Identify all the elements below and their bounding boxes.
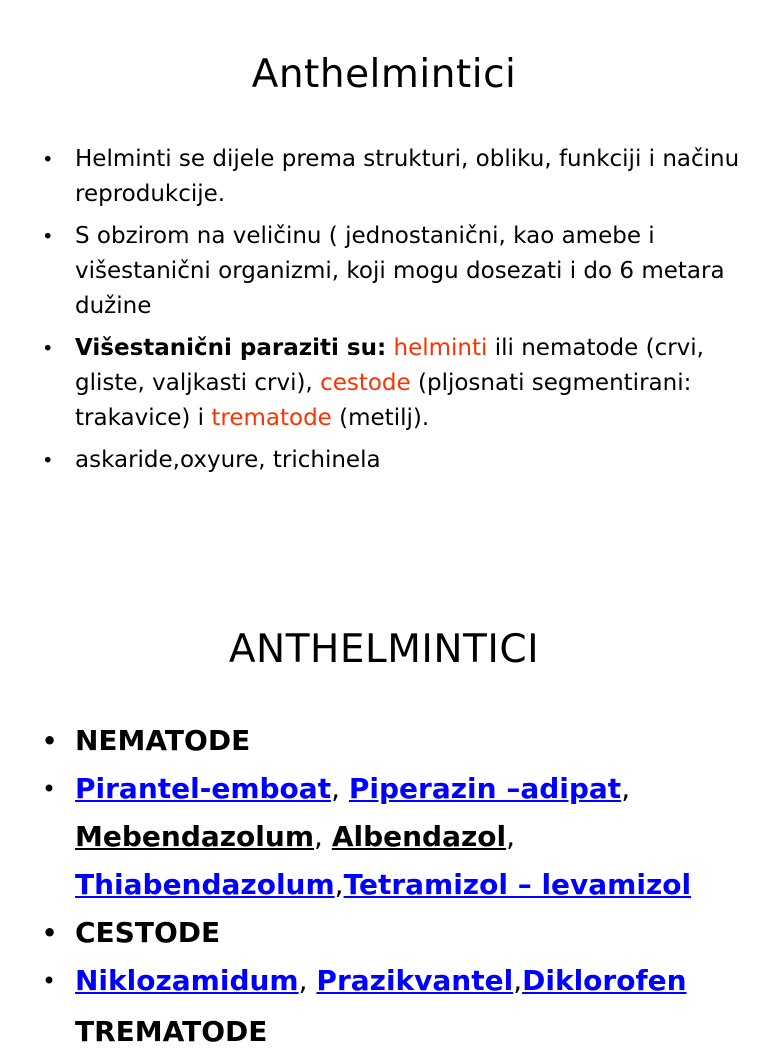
bullet-text: (pljosnati segmentirani: trakavice) i [75,370,692,431]
bullet-dot-icon: • [42,148,54,171]
heading-text: NEMATODE [75,724,251,757]
slide2-title: ANTHELMINTICI [228,627,540,672]
link-tetramizol-levamizol[interactable]: Tetramizol – levamizol [343,868,692,901]
bullet-text: S obzirom na veličinu ( jednostanični, kao amebe i višestanični organizmi, koji mogu dosezati i do 6 metara dužine [75,223,725,319]
link-diklorofen[interactable]: Diklorofen [522,964,687,997]
link-niklozamidum[interactable]: Niklozamidum [75,964,299,997]
heading-nematode [42,717,748,765]
link-thiabendazolum[interactable]: Thiabendazolum [75,868,335,901]
bullet-text: (metilj). [331,405,430,431]
term-trematode: trematode [211,405,332,431]
link-albendazol[interactable]: Albendazol [331,820,507,853]
bullet-helminti-division [42,142,748,212]
bullet-dot-icon: • [42,919,58,947]
bullet-text: Helminti se dijele prema strukturi, obliku, funkciji i načinu reprodukcije. [75,146,740,207]
bullet-dot-icon: • [42,727,58,755]
cestode-drug-list: • Niklozamidum, Prazikvantel,Diklorofen [42,957,748,1005]
term-cestode: cestode [320,370,411,396]
bullet-dot-icon: • [42,225,54,248]
bullet-dot-icon: • [42,775,57,803]
heading-text: CESTODE [75,916,221,949]
slide1-bullet-list [42,142,748,485]
bullet-examples [42,443,748,478]
bullet-size [42,219,748,324]
bullet-multicellular-parasites [42,331,748,436]
link-prazikvantel[interactable]: Prazikvantel [316,964,514,997]
bullet-text: ili nematode (crvi, gliste, valjkasti crvi), [75,335,704,396]
bullet-dot-icon: • [42,337,54,360]
bullet-dot-icon: • [42,449,54,472]
nematode-drug-list: • Pirantel-emboat, Piperazin –adipat, Mebendazolum, Albendazol, Thiabendazolum,Tetramizol – levamizol [42,765,748,909]
slide2-bullet-list [42,717,748,1005]
heading-cestode [42,909,748,957]
link-pirantel-emboat[interactable]: Pirantel-emboat [75,772,332,805]
link-mebendazolum[interactable]: Mebendazolum [75,820,314,853]
heading-trematode-partial: TREMATODE [75,1015,268,1048]
bullet-dot-icon: • [42,967,57,995]
bullet-label: Višestanični paraziti su: [75,335,387,361]
term-helminti: helminti [393,335,488,361]
slide1-title: Anthelmintici [251,52,517,97]
slide-anthelmintici-drugs [0,590,768,1048]
bullet-text: askaride,oxyure, trichinela [75,447,381,473]
link-piperazin-adipat[interactable]: Piperazin –adipat [348,772,622,805]
